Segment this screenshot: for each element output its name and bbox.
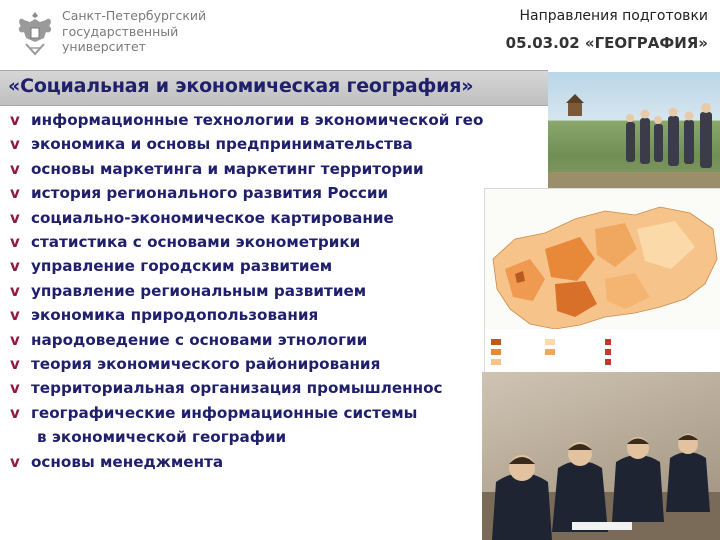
list-item bbox=[10, 328, 483, 352]
list-item bbox=[10, 108, 483, 132]
list-item bbox=[10, 181, 483, 205]
bullet-icon: v bbox=[10, 379, 20, 398]
university-name bbox=[62, 8, 212, 55]
direction-code: 05.03.02 «ГЕОГРАФИЯ» bbox=[505, 34, 708, 52]
bullet-icon: v bbox=[10, 257, 20, 276]
list-item-text: географические информационные системы bbox=[31, 403, 418, 422]
list-item bbox=[10, 206, 483, 230]
list-item bbox=[10, 279, 483, 303]
list-item bbox=[10, 401, 483, 425]
list-item-text: информационные технологии в экономической гео bbox=[31, 111, 484, 129]
list-item bbox=[10, 132, 483, 156]
list-item bbox=[10, 450, 483, 474]
field-trip-photo bbox=[548, 72, 720, 192]
university-name-line: Санкт-Петербургский bbox=[62, 8, 207, 23]
list-item bbox=[10, 303, 483, 327]
bullet-icon: v bbox=[10, 184, 20, 203]
bullet-icon: v bbox=[10, 452, 20, 471]
list-item-text: статистика с основами эконометрики bbox=[31, 233, 361, 252]
list-item-text: экономика природопользования bbox=[31, 306, 319, 325]
list-item bbox=[10, 230, 483, 254]
list-item-text: экономика и основы предпринимательства bbox=[31, 135, 413, 154]
list-item bbox=[10, 376, 483, 400]
list-item bbox=[10, 352, 483, 376]
bullet-icon: v bbox=[10, 330, 20, 349]
list-item-text: управление городским развитием bbox=[31, 257, 333, 276]
bullet-icon: v bbox=[10, 306, 20, 325]
university-name-line: государственный bbox=[62, 23, 179, 39]
bullet-icon: v bbox=[10, 233, 20, 252]
direction-label: Направления подготовки bbox=[519, 8, 708, 24]
bullet-icon: v bbox=[10, 208, 20, 227]
lecture-photo bbox=[482, 372, 720, 540]
course-list bbox=[10, 108, 483, 474]
bullet-icon: v bbox=[10, 403, 20, 422]
list-item-text: основы менеджмента bbox=[31, 452, 224, 471]
list-item-text: основы маркетинга и маркетинг территории bbox=[31, 159, 424, 178]
bullet-icon: v bbox=[10, 281, 20, 300]
list-item-text: теория экономического районирования bbox=[31, 355, 381, 374]
list-item-text: социально-экономическое картирование bbox=[31, 208, 394, 227]
list-item-text: управление региональным развитием bbox=[31, 281, 367, 300]
list-item bbox=[10, 254, 483, 278]
university-emblem-icon bbox=[14, 6, 56, 60]
bullet-icon: v bbox=[10, 135, 20, 154]
program-direction bbox=[506, 6, 708, 60]
list-item-text: история регионального развития России bbox=[31, 184, 389, 203]
regional-map bbox=[484, 188, 720, 374]
list-item bbox=[10, 157, 483, 181]
list-item-continuation bbox=[10, 425, 483, 449]
list-item-text: в экономической географии bbox=[37, 428, 287, 447]
page-title: «Социальная и экономическая география» bbox=[8, 75, 474, 97]
bullet-icon: v bbox=[10, 355, 20, 374]
university-name-line: университет bbox=[62, 39, 146, 54]
list-item-text: народоведение с основами этнологии bbox=[31, 330, 368, 349]
bullet-icon: v bbox=[10, 159, 20, 178]
list-item-text: территориальная организация промышленнос bbox=[31, 379, 443, 398]
title-bar bbox=[0, 70, 548, 106]
bullet-icon: v bbox=[10, 111, 20, 129]
